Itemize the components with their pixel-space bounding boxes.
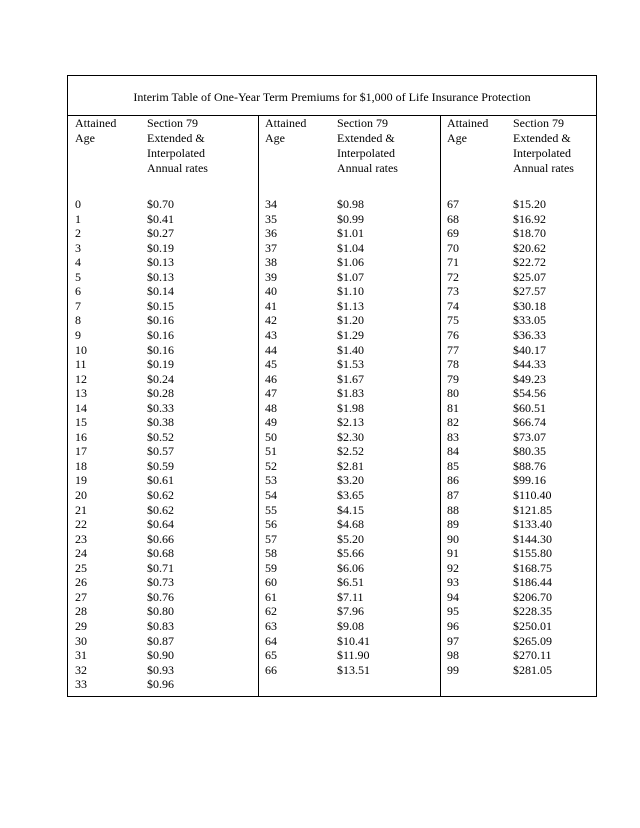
- age-cell: 16: [75, 429, 87, 444]
- age-cell: 30: [75, 633, 87, 648]
- age-cell: 12: [75, 371, 87, 386]
- rate-cell: $0.93: [147, 662, 174, 677]
- rate-cell: $36.33: [513, 327, 546, 342]
- rate-cell: $121.85: [513, 502, 552, 517]
- age-cell: 48: [265, 400, 277, 415]
- rate-cell: $0.57: [147, 444, 174, 459]
- rate-cell: $0.33: [147, 400, 174, 415]
- age-cell: 74: [447, 298, 459, 313]
- rate-cell: $0.24: [147, 371, 174, 386]
- age-cell: 45: [265, 357, 277, 372]
- age-cell: 84: [447, 444, 459, 459]
- age-cell: 32: [75, 662, 87, 677]
- rate-cell: $0.15: [147, 298, 174, 313]
- age-cell: 59: [265, 560, 277, 575]
- age-cell: 47: [265, 386, 277, 401]
- rate-cell: $9.08: [337, 618, 364, 633]
- rate-cell: $0.14: [147, 284, 174, 299]
- age-cell: 31: [75, 648, 87, 663]
- rate-cell: $228.35: [513, 604, 552, 619]
- header-section-79-rates: [147, 116, 208, 176]
- header-line: Annual rates: [513, 161, 574, 175]
- age-cell: 25: [75, 560, 87, 575]
- rate-cell: $206.70: [513, 589, 552, 604]
- rate-cell: $1.13: [337, 298, 364, 313]
- rate-cell: $0.98: [337, 197, 364, 211]
- age-cell: 2: [75, 226, 81, 241]
- age-cell: 35: [265, 211, 277, 226]
- age-cell: 66: [265, 662, 277, 677]
- rate-cell: $2.13: [337, 415, 364, 430]
- age-cell: 46: [265, 371, 277, 386]
- header-line: Age: [75, 131, 95, 145]
- age-cell: 11: [75, 357, 87, 372]
- rate-cell: $0.99: [337, 211, 364, 226]
- age-cell: 34: [265, 197, 277, 211]
- age-cell: 10: [75, 342, 87, 357]
- rate-cell: $7.96: [337, 604, 364, 619]
- age-cell: 98: [447, 648, 459, 663]
- rate-cell: $1.10: [337, 284, 364, 299]
- age-cell: 42: [265, 313, 277, 328]
- rate-cell: $2.81: [337, 458, 364, 473]
- age-cell: 95: [447, 604, 459, 619]
- column-divider: [258, 116, 259, 696]
- rate-cell: $270.11: [513, 648, 552, 663]
- age-cell: 49: [265, 415, 277, 430]
- age-cell: 7: [75, 298, 81, 313]
- age-cell: 90: [447, 531, 459, 546]
- age-cell: 39: [265, 269, 277, 284]
- header-line: Extended &: [337, 131, 395, 145]
- rate-cell: $3.20: [337, 473, 364, 488]
- age-cell: 27: [75, 589, 87, 604]
- rate-cell: $0.83: [147, 618, 174, 633]
- age-cell: 22: [75, 517, 87, 532]
- rate-cell: $3.65: [337, 488, 364, 502]
- age-cell: 82: [447, 415, 459, 430]
- age-cell: 86: [447, 473, 459, 488]
- rate-cell: $133.40: [513, 517, 552, 532]
- rate-cell: $0.62: [147, 488, 174, 502]
- rate-cell: $49.23: [513, 371, 546, 386]
- age-cell: 29: [75, 618, 87, 633]
- age-cell: 50: [265, 429, 277, 444]
- rate-cell: $0.73: [147, 575, 174, 590]
- age-cell: 96: [447, 618, 459, 633]
- rate-cell: $168.75: [513, 560, 552, 575]
- age-cell: 41: [265, 298, 277, 313]
- age-cell: 81: [447, 400, 459, 415]
- rate-cell: $1.07: [337, 269, 364, 284]
- rate-cell: $7.11: [337, 589, 364, 604]
- header-line: Annual rates: [337, 161, 398, 175]
- header-attained-age: [75, 116, 116, 146]
- rate-cell: $0.71: [147, 560, 174, 575]
- rate-cell: $1.98: [337, 400, 364, 415]
- rate-cell: $88.76: [513, 458, 546, 473]
- age-cell: 87: [447, 488, 459, 502]
- age-cell: 75: [447, 313, 459, 328]
- age-cell: 69: [447, 226, 459, 241]
- rate-cell: $4.68: [337, 517, 364, 532]
- rate-cell: $30.18: [513, 298, 546, 313]
- rate-cell: $0.13: [147, 255, 174, 270]
- header-line: Extended &: [513, 131, 571, 145]
- rate-cell: $155.80: [513, 546, 552, 561]
- age-cell: 51: [265, 444, 277, 459]
- rate-cell: $0.41: [147, 211, 174, 226]
- age-cell: 5: [75, 269, 81, 284]
- age-cell: 67: [447, 197, 459, 211]
- age-cell: 37: [265, 240, 277, 255]
- age-cell: 93: [447, 575, 459, 590]
- age-cell: 80: [447, 386, 459, 401]
- age-cell: 20: [75, 488, 87, 502]
- age-cell: 56: [265, 517, 277, 532]
- rate-cell: $15.20: [513, 197, 546, 211]
- rate-cell: $25.07: [513, 269, 546, 284]
- rate-cell: $13.51: [337, 662, 370, 677]
- header-line: Extended &: [147, 131, 205, 145]
- age-cell: 40: [265, 284, 277, 299]
- age-cell: 43: [265, 327, 277, 342]
- header-line: Attained: [265, 116, 307, 130]
- age-cell: 9: [75, 327, 81, 342]
- age-cell: 6: [75, 284, 81, 299]
- age-cell: 76: [447, 327, 459, 342]
- rate-cell: $1.06: [337, 255, 364, 270]
- rate-cell: $1.04: [337, 240, 364, 255]
- age-cell: 53: [265, 473, 277, 488]
- column-divider: [440, 116, 441, 696]
- age-cell: 15: [75, 415, 87, 430]
- age-cell: 91: [447, 546, 459, 561]
- age-cell: 70: [447, 240, 459, 255]
- age-cell: 8: [75, 313, 81, 328]
- rate-cell: $11.90: [337, 648, 370, 663]
- age-cell: 88: [447, 502, 459, 517]
- age-cell: 13: [75, 386, 87, 401]
- rate-cell: $144.30: [513, 531, 552, 546]
- header-line: Section 79: [147, 116, 198, 130]
- age-cell: 64: [265, 633, 277, 648]
- rate-cell: $66.74: [513, 415, 546, 430]
- age-cell: 19: [75, 473, 87, 488]
- age-cell: 60: [265, 575, 277, 590]
- rate-cell: $6.06: [337, 560, 364, 575]
- age-cell: 85: [447, 458, 459, 473]
- header-attained-age: [447, 116, 488, 146]
- rate-cell: $0.38: [147, 415, 174, 430]
- rate-cell: $1.40: [337, 342, 364, 357]
- rate-cell: $0.64: [147, 517, 174, 532]
- rate-cell: $1.29: [337, 327, 364, 342]
- age-cell: 26: [75, 575, 87, 590]
- rate-cell: $0.19: [147, 357, 174, 372]
- rate-cell: $186.44: [513, 575, 552, 590]
- age-cell: 77: [447, 342, 459, 357]
- rate-cell: $16.92: [513, 211, 546, 226]
- age-cell: 1: [75, 211, 81, 226]
- rate-cell: $1.01: [337, 226, 364, 241]
- age-cell: 78: [447, 357, 459, 372]
- rate-cell: $60.51: [513, 400, 546, 415]
- age-cell: 17: [75, 444, 87, 459]
- rate-cell: $0.59: [147, 458, 174, 473]
- rate-cell: $44.33: [513, 357, 546, 372]
- age-cell: 44: [265, 342, 277, 357]
- header-line: Section 79: [513, 116, 564, 130]
- age-cell: 28: [75, 604, 87, 619]
- rate-cell: $18.70: [513, 226, 546, 241]
- age-cell: 61: [265, 589, 277, 604]
- rate-cell: $27.57: [513, 284, 546, 299]
- rate-cell: $10.41: [337, 633, 370, 648]
- rate-cell: $0.70: [147, 197, 174, 211]
- age-cell: 18: [75, 458, 87, 473]
- rate-cell: $0.62: [147, 502, 174, 517]
- rate-cell: $22.72: [513, 255, 546, 270]
- rate-cell: $6.51: [337, 575, 364, 590]
- header-section-79-rates: [337, 116, 398, 176]
- age-cell: 55: [265, 502, 277, 517]
- rate-cell: $0.27: [147, 226, 174, 241]
- rate-cell: $0.80: [147, 604, 174, 619]
- rate-cell: $40.17: [513, 342, 546, 357]
- rate-cell: $281.05: [513, 662, 552, 677]
- header-section-79-rates: [513, 116, 574, 176]
- age-cell: 62: [265, 604, 277, 619]
- age-cell: 36: [265, 226, 277, 241]
- header-line: Age: [447, 131, 467, 145]
- age-cell: 58: [265, 546, 277, 561]
- age-cell: 54: [265, 488, 277, 502]
- rate-cell: $80.35: [513, 444, 546, 459]
- rate-cell: $2.52: [337, 444, 364, 459]
- age-cell: 24: [75, 546, 87, 561]
- age-cell: 57: [265, 531, 277, 546]
- rate-cell: $0.87: [147, 633, 174, 648]
- age-cell: 94: [447, 589, 459, 604]
- age-cell: 97: [447, 633, 459, 648]
- age-cell: 0: [75, 197, 81, 211]
- rate-cell: $54.56: [513, 386, 546, 401]
- rate-cell: $0.61: [147, 473, 174, 488]
- rate-cell: $0.19: [147, 240, 174, 255]
- age-cell: 14: [75, 400, 87, 415]
- rate-cell: $0.76: [147, 589, 174, 604]
- rate-cell: $250.01: [513, 618, 552, 633]
- rate-cell: $0.16: [147, 313, 174, 328]
- age-cell: 71: [447, 255, 459, 270]
- age-cell: 79: [447, 371, 459, 386]
- rate-cell: $1.53: [337, 357, 364, 372]
- age-cell: 89: [447, 517, 459, 532]
- header-line: Interpolated: [513, 146, 571, 160]
- age-cell: 4: [75, 255, 81, 270]
- age-cell: 21: [75, 502, 87, 517]
- age-cell: 23: [75, 531, 87, 546]
- rate-cell: $265.09: [513, 633, 552, 648]
- header-line: Annual rates: [147, 161, 208, 175]
- age-cell: 52: [265, 458, 277, 473]
- age-cell: 72: [447, 269, 459, 284]
- rate-cell: $2.30: [337, 429, 364, 444]
- age-cell: 83: [447, 429, 459, 444]
- rate-cell: $5.66: [337, 546, 364, 561]
- header-attained-age: [265, 116, 306, 146]
- age-cell: 73: [447, 284, 459, 299]
- age-cell: 38: [265, 255, 277, 270]
- age-cell: 63: [265, 618, 277, 633]
- rate-cell: $73.07: [513, 429, 546, 444]
- rate-cell: $0.28: [147, 386, 174, 401]
- rate-cell: $0.90: [147, 648, 174, 663]
- rate-cell: $110.40: [513, 488, 552, 502]
- rate-cell: $0.16: [147, 342, 174, 357]
- rate-cell: $0.68: [147, 546, 174, 561]
- rate-cell: $0.16: [147, 327, 174, 342]
- rate-cell: $0.13: [147, 269, 174, 284]
- header-line: Age: [265, 131, 285, 145]
- rate-cell: $20.62: [513, 240, 546, 255]
- age-cell: 3: [75, 240, 81, 255]
- rate-cell: $0.96: [147, 677, 174, 692]
- header-line: Section 79: [337, 116, 388, 130]
- rate-cell: $5.20: [337, 531, 364, 546]
- rate-cell: $0.66: [147, 531, 174, 546]
- rate-cell: $4.15: [337, 502, 364, 517]
- age-cell: 33: [75, 677, 87, 692]
- header-line: Attained: [447, 116, 489, 130]
- age-cell: 65: [265, 648, 277, 663]
- header-line: Interpolated: [337, 146, 395, 160]
- age-cell: 99: [447, 662, 459, 677]
- age-cell: 68: [447, 211, 459, 226]
- table-title: Interim Table of One-Year Term Premiums for $1,000 of Life Insurance Protection: [68, 76, 596, 116]
- rate-cell: $99.16: [513, 473, 546, 488]
- rate-cell: $0.52: [147, 429, 174, 444]
- rate-cell: $1.83: [337, 386, 364, 401]
- rate-cell: $1.67: [337, 371, 364, 386]
- rate-cell: $1.20: [337, 313, 364, 328]
- header-line: Interpolated: [147, 146, 205, 160]
- rate-cell: $33.05: [513, 313, 546, 328]
- age-cell: 92: [447, 560, 459, 575]
- header-line: Attained: [75, 116, 117, 130]
